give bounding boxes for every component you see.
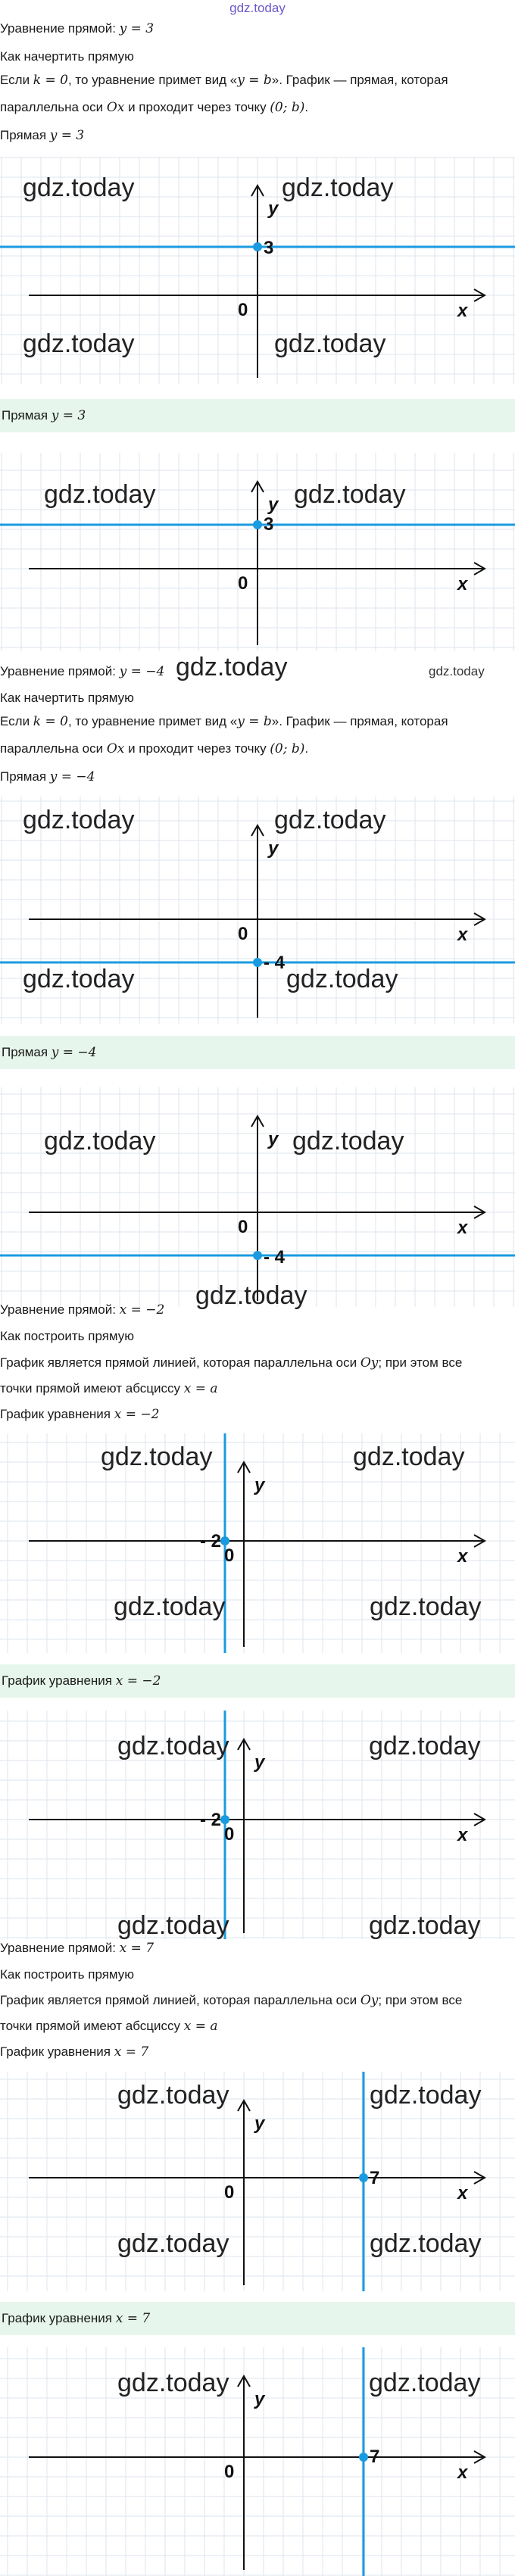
origin-label: 0 (224, 1545, 235, 1566)
watermark: gdz.today (369, 1911, 481, 1939)
y-axis-label: y (254, 2113, 265, 2134)
watermark: gdz.today (23, 965, 135, 993)
watermark: gdz.today (370, 2229, 482, 2258)
origin-label: 0 (238, 1217, 248, 1237)
section-heading: Уравнение прямой: x = −2 (0, 1302, 165, 1318)
section-subheading: Как начертить прямую (0, 49, 134, 64)
graph-caption: График уравнения x = −2 (0, 1407, 160, 1422)
y-axis-label: y (268, 494, 279, 515)
watermark: gdz.today (370, 2081, 482, 2110)
watermark: gdz.today (117, 1911, 229, 1939)
section-text-line: параллельна оси Ox и проходит через точку (0; b). (0, 100, 309, 115)
intercept-point (253, 1251, 262, 1260)
origin-label: 0 (238, 300, 248, 320)
watermark: gdz.today (101, 1442, 213, 1471)
intercept-point (359, 2173, 368, 2182)
watermark: gdz.today (23, 173, 135, 202)
section-text-line: параллельна оси Ox и проходит через точку (0; b). (0, 741, 309, 756)
intercept-point (253, 958, 262, 967)
watermark: gdz.today (23, 329, 135, 358)
intercept-label: - 4 (264, 1247, 286, 1268)
watermark: gdz.today (274, 806, 386, 834)
section-text-line: График является прямой линией, которая параллельна оси Oy; при этом все (0, 1993, 463, 2008)
y-axis-label: y (268, 1129, 279, 1149)
watermark: gdz.today (117, 1732, 229, 1760)
intercept-point (220, 1536, 229, 1545)
watermark: gdz.today (117, 2229, 229, 2258)
watermark: gdz.today (23, 806, 135, 834)
x-axis-label: x (457, 2183, 468, 2203)
watermark: gdz.today (195, 1281, 307, 1310)
x-axis-label: x (457, 1825, 468, 1845)
watermark: gdz.today (294, 480, 406, 509)
y-axis-label: y (254, 1752, 265, 1773)
origin-label: 0 (238, 573, 248, 594)
watermark: gdz.today (286, 965, 398, 993)
section-text-line: точки прямой имеют абсциссу x = a (0, 1381, 218, 1396)
x-axis-label: x (457, 1218, 468, 1238)
intercept-label: 3 (264, 514, 274, 535)
intercept-label: 7 (370, 2168, 380, 2188)
section-heading: Уравнение прямой: x = 7 (0, 1941, 154, 1956)
watermark: gdz.today (282, 173, 394, 202)
watermark: gdz.today (353, 1442, 465, 1471)
watermark: gdz.today (117, 2081, 229, 2110)
origin-label: 0 (238, 924, 248, 944)
section-heading: Уравнение прямой: y = 3 (0, 21, 154, 36)
intercept-point (253, 520, 262, 529)
caption-band: Прямая y = −4 (0, 1036, 515, 1069)
watermark: gdz.today (369, 1732, 481, 1760)
y-axis-label: y (254, 2389, 265, 2409)
intercept-point (253, 242, 262, 251)
section-subheading: Как построить прямую (0, 1967, 135, 1982)
graph (0, 2072, 515, 2291)
section-text-line: График является прямой линией, которая параллельна оси Oy; при этом все (0, 1355, 463, 1371)
x-axis-label: x (457, 925, 468, 945)
watermark: gdz.today (292, 1127, 404, 1155)
graph (0, 2347, 515, 2576)
watermark: gdz.today (370, 1592, 482, 1621)
intercept-label: 7 (370, 2447, 380, 2467)
section-subheading: Как начертить прямую (0, 691, 134, 705)
intercept-point (359, 2453, 368, 2462)
x-axis-label: x (457, 1546, 468, 1567)
watermark: gdz.today (117, 2369, 229, 2397)
origin-label: 0 (224, 1824, 235, 1845)
graph (0, 1433, 515, 1653)
intercept-label: - 2 (200, 1810, 222, 1830)
watermark: gdz.today (114, 1592, 226, 1621)
graph (0, 797, 515, 1024)
watermark: gdz.today (44, 480, 156, 509)
graph (0, 157, 515, 384)
section-text-line: точки прямой имеют абсциссу x = a (0, 2019, 218, 2034)
caption-band: Прямая y = 3 (0, 399, 515, 432)
intercept-label: - 4 (264, 953, 286, 973)
section-text-line: Если k = 0, то уравнение примет вид «y = b». График — прямая, которая (0, 73, 448, 88)
watermark: gdz.today (274, 329, 386, 358)
y-axis-label: y (254, 1475, 265, 1495)
watermark: gdz.today (369, 2369, 481, 2397)
graph (0, 1087, 515, 1307)
intercept-label: - 2 (200, 1531, 222, 1552)
caption-band: График уравнения x = 7 (0, 2302, 515, 2335)
site-link[interactable]: gdz.today (229, 1, 286, 15)
x-axis-label: x (457, 2462, 468, 2483)
graph (0, 1711, 515, 1939)
section-text-line: Если k = 0, то уравнение примет вид «y = b». График — прямая, которая (0, 714, 448, 729)
watermark: gdz.today (44, 1127, 156, 1155)
graph-svg (0, 1087, 515, 1307)
graph-caption: Прямая y = −4 (0, 769, 95, 784)
origin-label: 0 (224, 2182, 235, 2203)
caption-band: График уравнения x = −2 (0, 1664, 515, 1698)
graph-caption: Прямая y = 3 (0, 128, 85, 143)
watermark-small: gdz.today (429, 664, 485, 678)
watermark: gdz.today (176, 653, 288, 681)
section-subheading: Как построить прямую (0, 1329, 135, 1343)
origin-label: 0 (224, 2462, 235, 2482)
graph (0, 453, 515, 651)
x-axis-label: x (457, 574, 468, 594)
y-axis-label: y (268, 198, 279, 219)
intercept-label: 3 (264, 238, 274, 258)
section-heading: Уравнение прямой: y = −4 (0, 664, 165, 679)
graph-caption: График уравнения x = 7 (0, 2044, 149, 2060)
intercept-point (220, 1815, 229, 1824)
x-axis-label: x (457, 301, 468, 321)
y-axis-label: y (268, 838, 279, 859)
